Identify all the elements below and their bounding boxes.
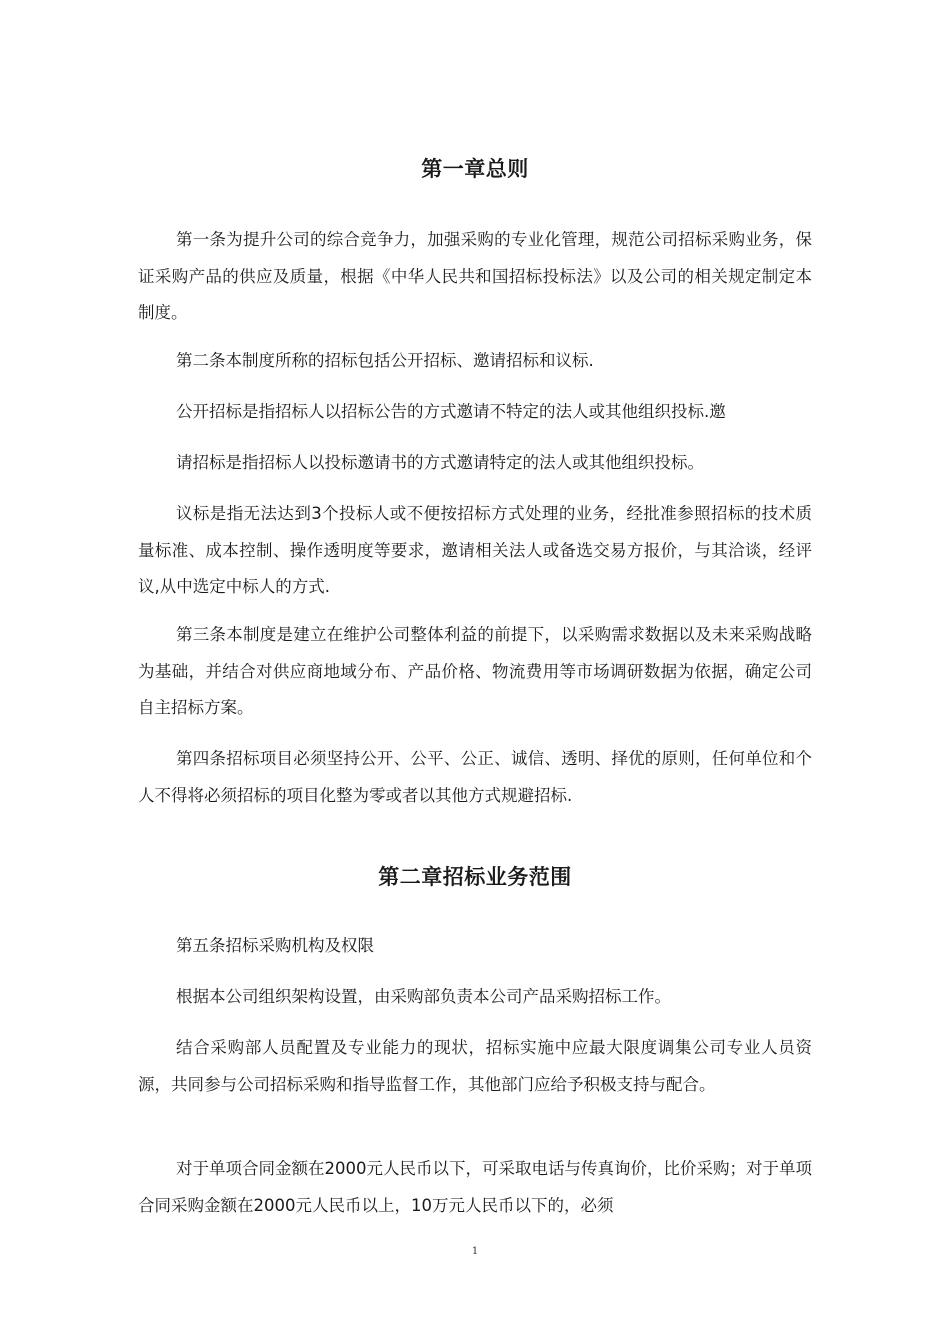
chapter-1-title: 第一章总则: [421, 157, 529, 181]
contract-amount-paragraph: 对于单项合同金额在2000元人民币以下，可采取电话与传真询价，比价采购；对于单项合同采购金额在2000元人民币以上，10万元人民币以下的，必须: [138, 1159, 812, 1215]
chapter-2-title: 第二章招标业务范围: [378, 865, 572, 889]
page-number: 1: [471, 1246, 479, 1257]
article-3-paragraph: 第三条本制度是建立在维护公司整体利益的前提下，以采购需求数据以及未来采购战略为基础，并结合对供应商地域分布、产品价格、物流费用等市场调研数据为依据，确定公司自主招标方案。: [138, 625, 812, 717]
negotiated-tender-paragraph: 议标是指无法达到3个投标人或不便按招标方式处理的业务，经批准参照招标的技术质量标准、成本控制、操作透明度等要求，邀请相关法人或备选交易方报价，与其洽谈，经评议,从中选定中标人的方式.: [138, 504, 812, 596]
article-1-paragraph: 第一条为提升公司的综合竞争力，加强采购的专业化管理，规范公司招标采购业务，保证采购产品的供应及质量，根据《中华人民共和国招标投标法》以及公司的相关规定制定本制度。: [138, 230, 812, 322]
staffing-paragraph: 结合采购部人员配置及专业能力的现状，招标实施中应最大限度调集公司专业人员资源，共同参与公司招标采购和指导监督工作，其他部门应给予积极支持与配合。: [138, 1038, 812, 1094]
procurement-dept-paragraph: 根据本公司组织架构设置，由采购部负责本公司产品采购招标工作。: [176, 987, 671, 1006]
invited-tender-paragraph: 请招标是指招标人以投标邀请书的方式邀请特定的法人或其他组织投标。: [176, 453, 704, 472]
article-5-paragraph: 第五条招标采购机构及权限: [176, 936, 374, 955]
article-4-paragraph: 第四条招标项目必须坚持公开、公平、公正、诚信、透明、择优的原则，任何单位和个人不得将必须招标的项目化整为零或者以其他方式规避招标.: [138, 749, 812, 805]
article-2-paragraph: 第二条本制度所称的招标包括公开招标、邀请招标和议标.: [176, 351, 594, 370]
open-tender-paragraph: 公开招标是指招标人以招标公告的方式邀请不特定的法人或其他组织投标.邀: [176, 402, 726, 421]
